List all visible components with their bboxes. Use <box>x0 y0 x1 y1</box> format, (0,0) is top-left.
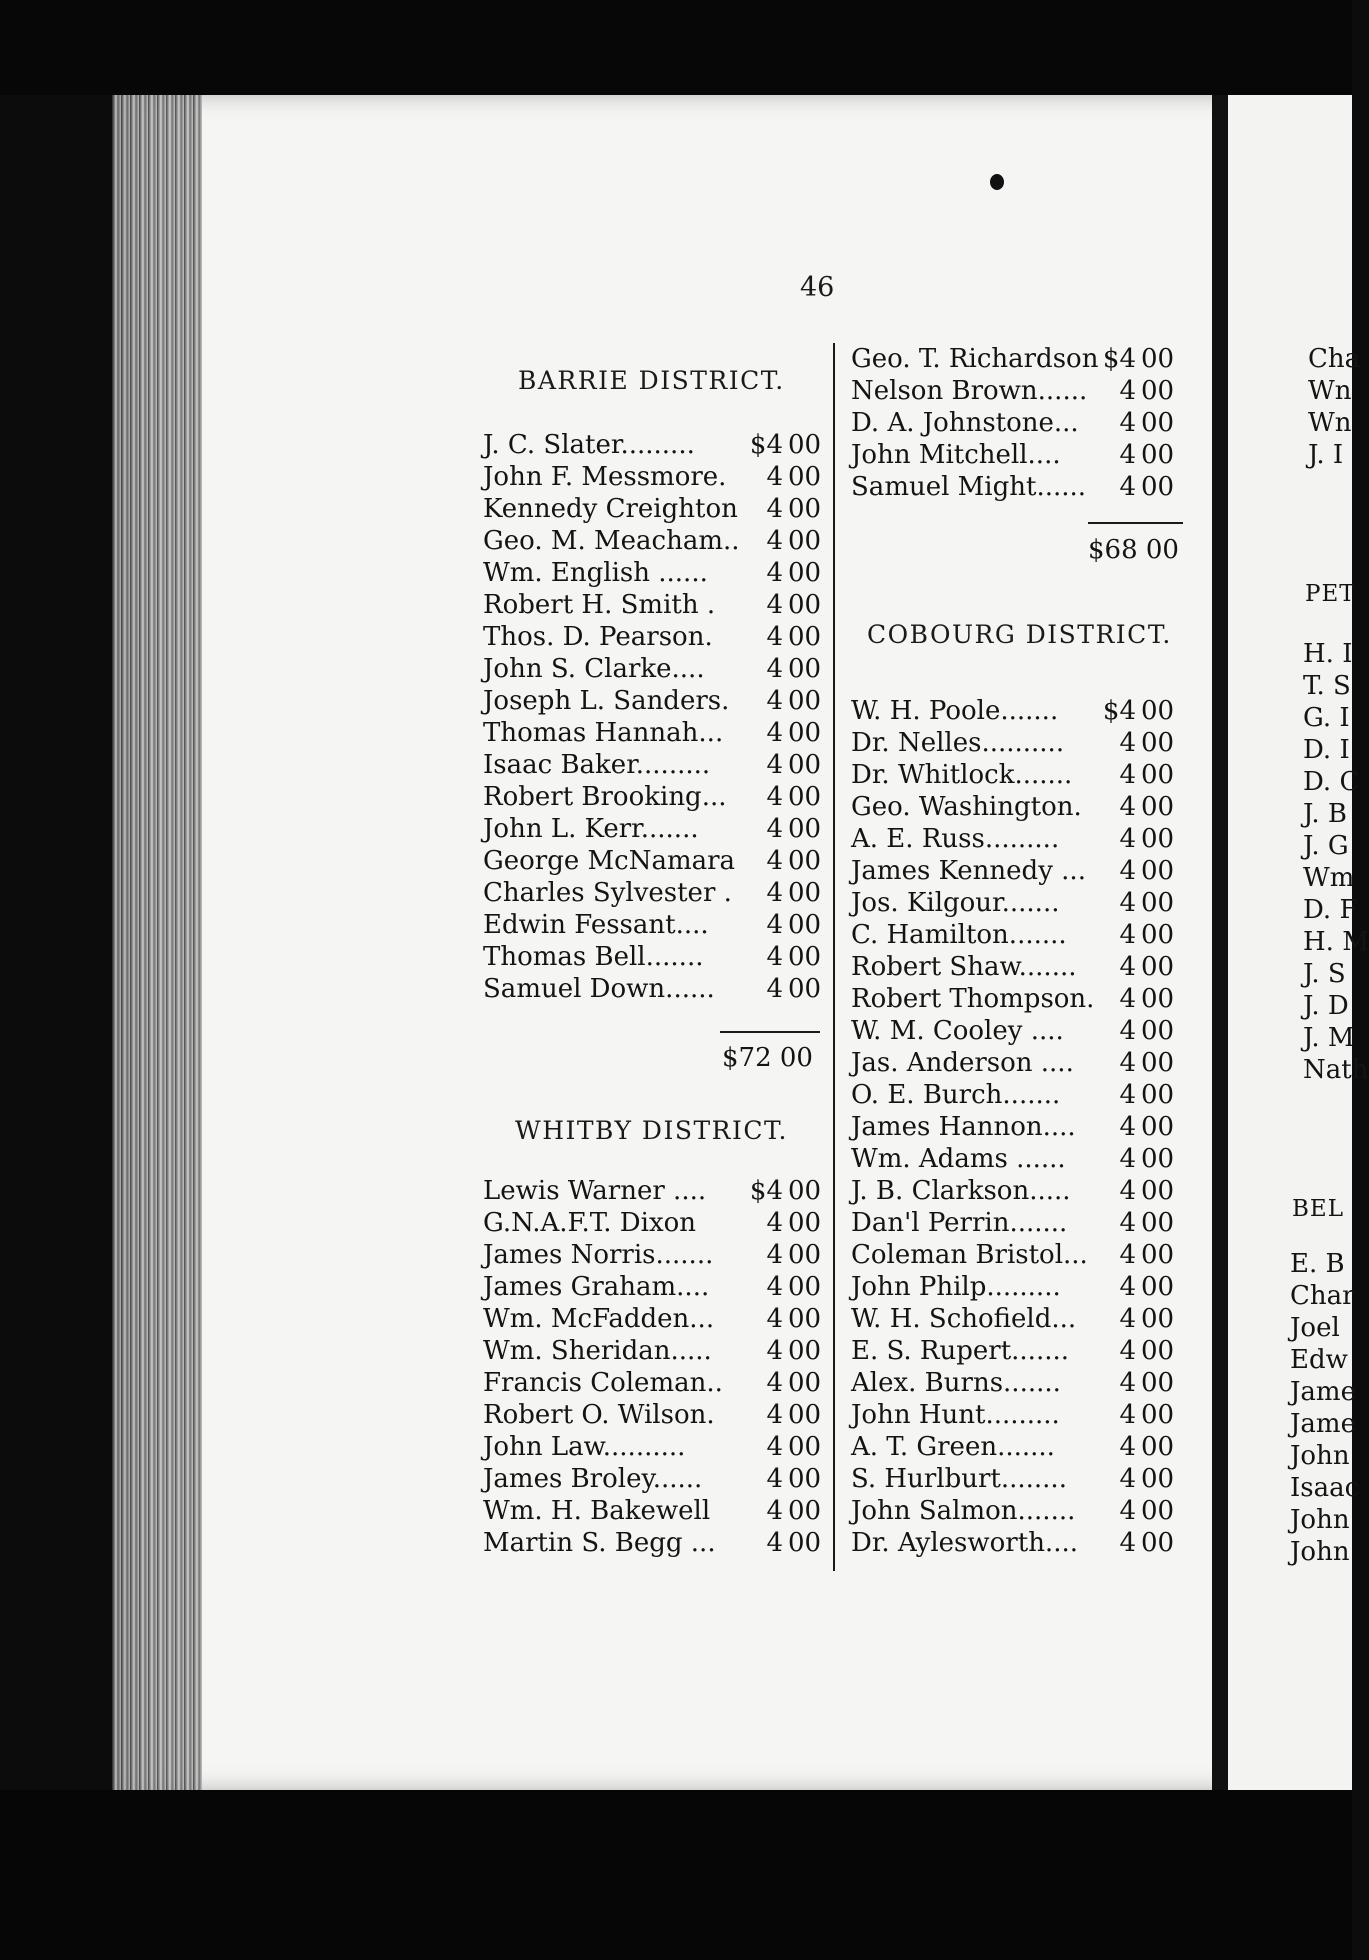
contributor-name: John F. Messmore. <box>483 462 727 492</box>
amount-dollars: 4 <box>1119 1208 1136 1238</box>
contributor-name: John Salmon....... <box>851 1496 1076 1526</box>
cut-off-text: Jame <box>1290 1409 1356 1439</box>
list-item <box>851 983 1191 1015</box>
amount-dollars: 4 <box>1119 952 1136 982</box>
amount-dollars: 4 <box>766 590 783 620</box>
amount-cents: 00 <box>1141 1272 1175 1302</box>
barrie-continued-total-rule <box>1088 522 1183 524</box>
list-item <box>483 1399 828 1431</box>
page-number: 46 <box>800 272 835 303</box>
contributor-name: Wm. Sheridan..... <box>483 1336 712 1366</box>
cut-off-text: D. F <box>1303 895 1358 925</box>
cut-off-text: Isaac <box>1290 1473 1360 1503</box>
barrie-district-list <box>483 429 828 1005</box>
amount-dollars: 4 <box>1119 792 1136 822</box>
next-page-heading-1: PET <box>1305 581 1356 607</box>
list-item <box>851 727 1191 759</box>
list-item <box>483 1367 828 1399</box>
list-item <box>851 1175 1191 1207</box>
amount-dollars: 4 <box>766 1496 783 1526</box>
cut-off-text: D. C <box>1303 767 1360 797</box>
contributor-name: Charles Sylvester . <box>483 878 732 908</box>
list-item <box>483 1495 828 1527</box>
amount-cents: 00 <box>788 1304 822 1334</box>
list-item <box>851 1239 1191 1271</box>
contributor-name: Nelson Brown...... <box>851 376 1088 406</box>
list-item <box>851 1207 1191 1239</box>
list-item <box>483 973 828 1005</box>
contributor-name: O. E. Burch....... <box>851 1080 1061 1110</box>
amount-cents: 00 <box>788 526 822 556</box>
amount-cents: 00 <box>788 1240 822 1270</box>
cut-off-text: Wm <box>1303 863 1355 893</box>
amount-dollars: 4 <box>766 558 783 588</box>
contributor-name: E. S. Rupert....... <box>851 1336 1070 1366</box>
column-divider <box>833 343 835 1571</box>
list-item <box>483 717 828 749</box>
amount-cents: 00 <box>1141 952 1175 982</box>
amount-cents: 00 <box>1141 344 1175 374</box>
cut-off-text: Cha <box>1308 344 1361 374</box>
amount-dollars: 4 <box>766 1368 783 1398</box>
amount-cents: 00 <box>1141 728 1175 758</box>
list-item <box>483 749 828 781</box>
cut-off-text: T. S <box>1303 671 1351 701</box>
list-item <box>483 781 828 813</box>
list-item <box>851 1335 1191 1367</box>
cut-off-text: J. I <box>1308 440 1344 470</box>
amount-cents: 00 <box>1141 1464 1175 1494</box>
contributor-name: Alex. Burns....... <box>851 1368 1061 1398</box>
list-item <box>851 1015 1191 1047</box>
amount-dollars: 4 <box>766 1432 783 1462</box>
list-item <box>851 1079 1191 1111</box>
list-item <box>851 855 1191 887</box>
list-item <box>851 375 1191 407</box>
amount-cents: 00 <box>788 782 822 812</box>
contributor-name: W. H. Schofield... <box>851 1304 1077 1334</box>
amount-cents: 00 <box>788 718 822 748</box>
list-item <box>851 1111 1191 1143</box>
amount-cents: 00 <box>788 878 822 908</box>
list-item <box>483 845 828 877</box>
amount-dollars: 4 <box>766 1304 783 1334</box>
amount-dollars: 4 <box>1119 1240 1136 1270</box>
list-item <box>483 461 828 493</box>
list-item <box>483 589 828 621</box>
amount-cents: 00 <box>788 494 822 524</box>
amount-dollars: 4 <box>766 814 783 844</box>
list-item <box>483 1527 828 1559</box>
contributor-name: John Law.......... <box>483 1432 686 1462</box>
amount-dollars: 4 <box>1119 1400 1136 1430</box>
list-item <box>851 823 1191 855</box>
cut-off-text: John <box>1290 1537 1350 1567</box>
amount-dollars: 4 <box>766 974 783 1004</box>
amount-cents: 00 <box>1141 1080 1175 1110</box>
amount-dollars: 4 <box>1119 1336 1136 1366</box>
cut-off-text: H. M <box>1303 927 1369 957</box>
contributor-name: A. T. Green....... <box>851 1432 1055 1462</box>
amount-cents: 00 <box>788 1208 822 1238</box>
contributor-name: G.N.A.F.T. Dixon <box>483 1208 697 1238</box>
amount-cents: 00 <box>788 910 822 940</box>
contributor-name: Robert O. Wilson. <box>483 1400 715 1430</box>
contributor-name: Dr. Aylesworth.... <box>851 1528 1078 1558</box>
contributor-name: Geo. Washington. <box>851 792 1082 822</box>
amount-dollars: 4 <box>766 686 783 716</box>
amount-dollars: $4 <box>749 430 783 460</box>
cut-off-text: Nath <box>1303 1055 1369 1085</box>
contributor-name: D. A. Johnstone... <box>851 408 1079 438</box>
amount-dollars: 4 <box>766 1208 783 1238</box>
amount-cents: 00 <box>788 846 822 876</box>
amount-cents: 00 <box>788 1496 822 1526</box>
amount-dollars: 4 <box>766 622 783 652</box>
amount-dollars: 4 <box>1119 920 1136 950</box>
amount-cents: 00 <box>1141 440 1175 470</box>
amount-dollars: 4 <box>766 1400 783 1430</box>
list-item <box>483 429 828 461</box>
amount-cents: 00 <box>788 462 822 492</box>
amount-cents: 00 <box>788 1272 822 1302</box>
barrie-total-rule <box>720 1031 820 1033</box>
amount-cents: 00 <box>1141 696 1175 726</box>
list-item <box>483 1175 828 1207</box>
amount-cents: 00 <box>1141 920 1175 950</box>
amount-dollars: 4 <box>766 494 783 524</box>
amount-cents: 00 <box>788 750 822 780</box>
amount-dollars: 4 <box>1119 1368 1136 1398</box>
contributor-name: Edwin Fessant.... <box>483 910 709 940</box>
amount-dollars: 4 <box>766 718 783 748</box>
cobourg-district-title: COBOURG DISTRICT. <box>867 620 1172 649</box>
contributor-name: Geo. T. Richardson <box>851 344 1099 374</box>
contributor-name: Joseph L. Sanders. <box>483 686 730 716</box>
amount-dollars: 4 <box>1119 856 1136 886</box>
amount-dollars: 4 <box>1119 1176 1136 1206</box>
list-item <box>851 471 1191 503</box>
contributor-name: Kennedy Creighton <box>483 494 738 524</box>
cut-off-text: Edw <box>1290 1345 1348 1375</box>
amount-dollars: 4 <box>1119 1048 1136 1078</box>
list-item <box>483 1207 828 1239</box>
amount-dollars: 4 <box>1119 1080 1136 1110</box>
amount-dollars: 4 <box>1119 1528 1136 1558</box>
amount-dollars: 4 <box>1119 440 1136 470</box>
amount-cents: 00 <box>1141 472 1175 502</box>
next-page-heading-2: BEL <box>1292 1196 1344 1222</box>
list-item <box>483 525 828 557</box>
contributor-name: Samuel Might...... <box>851 472 1087 502</box>
contributor-name: Dr. Whitlock....... <box>851 760 1073 790</box>
list-item <box>483 1239 828 1271</box>
amount-cents: 00 <box>1141 1208 1175 1238</box>
contributor-name: Dan'l Perrin....... <box>851 1208 1068 1238</box>
cut-off-text: Jame <box>1290 1377 1356 1407</box>
amount-dollars: 4 <box>766 526 783 556</box>
contributor-name: Coleman Bristol... <box>851 1240 1088 1270</box>
amount-cents: 00 <box>1141 792 1175 822</box>
contributor-name: Robert Thompson. <box>851 984 1095 1014</box>
contributor-name: Dr. Nelles.......... <box>851 728 1065 758</box>
amount-dollars: 4 <box>766 782 783 812</box>
amount-dollars: 4 <box>766 462 783 492</box>
amount-dollars: 4 <box>1119 1016 1136 1046</box>
contributor-name: James Broley...... <box>483 1464 703 1494</box>
amount-cents: 00 <box>1141 1016 1175 1046</box>
amount-dollars: 4 <box>1119 760 1136 790</box>
contributor-name: John Philp......... <box>851 1272 1061 1302</box>
contributor-name: John S. Clarke.... <box>483 654 705 684</box>
list-item <box>851 1047 1191 1079</box>
amount-dollars: 4 <box>1119 1464 1136 1494</box>
contributor-name: Robert Brooking... <box>483 782 727 812</box>
list-item <box>851 1271 1191 1303</box>
amount-dollars: 4 <box>766 942 783 972</box>
amount-cents: 00 <box>788 1528 822 1558</box>
amount-dollars: 4 <box>766 878 783 908</box>
amount-dollars: 4 <box>766 1528 783 1558</box>
cut-off-text: J. M <box>1303 1023 1355 1053</box>
contributor-name: J. C. Slater......... <box>483 430 695 460</box>
list-item <box>851 1367 1191 1399</box>
list-item <box>483 1271 828 1303</box>
whitby-district-title: WHITBY DISTRICT. <box>515 1116 788 1145</box>
list-item <box>851 1527 1191 1559</box>
list-item <box>483 877 828 909</box>
list-item <box>483 909 828 941</box>
contributor-name: Jos. Kilgour....... <box>851 888 1060 918</box>
amount-dollars: 4 <box>766 654 783 684</box>
amount-cents: 00 <box>1141 1336 1175 1366</box>
list-item <box>851 343 1191 375</box>
contributor-name: Wm. McFadden... <box>483 1304 715 1334</box>
amount-dollars: 4 <box>1119 472 1136 502</box>
contributor-name: Jas. Anderson .... <box>851 1048 1074 1078</box>
contributor-name: S. Hurlburt........ <box>851 1464 1067 1494</box>
list-item <box>851 791 1191 823</box>
list-item <box>851 1303 1191 1335</box>
contributor-name: J. B. Clarkson..... <box>851 1176 1071 1206</box>
list-item <box>851 439 1191 471</box>
amount-cents: 00 <box>788 974 822 1004</box>
contributor-name: Thos. D. Pearson. <box>483 622 713 652</box>
amount-cents: 00 <box>788 1432 822 1462</box>
cobourg-district-list <box>851 695 1191 1559</box>
amount-dollars: 4 <box>1119 408 1136 438</box>
book-gutter <box>1212 95 1228 1790</box>
scan-border-top <box>0 0 1352 95</box>
amount-cents: 00 <box>1141 760 1175 790</box>
contributor-name: John Hunt......... <box>851 1400 1060 1430</box>
amount-dollars: 4 <box>1119 1272 1136 1302</box>
amount-cents: 00 <box>788 622 822 652</box>
amount-cents: 00 <box>788 654 822 684</box>
amount-dollars: 4 <box>1119 1496 1136 1526</box>
list-item <box>483 1303 828 1335</box>
list-item <box>851 1431 1191 1463</box>
amount-dollars: 4 <box>1119 728 1136 758</box>
cut-off-text: Wn <box>1308 408 1352 438</box>
cut-off-text: J. G <box>1303 831 1349 861</box>
amount-dollars: 4 <box>766 1464 783 1494</box>
amount-dollars: 4 <box>766 846 783 876</box>
list-item <box>851 1143 1191 1175</box>
contributor-name: John Mitchell.... <box>851 440 1061 470</box>
amount-cents: 00 <box>1141 1368 1175 1398</box>
list-item <box>851 919 1191 951</box>
amount-cents: 00 <box>788 1464 822 1494</box>
list-item <box>483 1431 828 1463</box>
contributor-name: Isaac Baker......... <box>483 750 711 780</box>
ink-spot <box>990 174 1004 190</box>
list-item <box>851 407 1191 439</box>
contributor-name: Martin S. Begg ... <box>483 1528 716 1558</box>
contributor-name: Robert H. Smith . <box>483 590 716 620</box>
cut-off-text: Char <box>1290 1281 1355 1311</box>
amount-cents: 00 <box>1141 1144 1175 1174</box>
next-page-top-lines <box>1308 343 1360 471</box>
barrie-total: $72 00 <box>722 1043 813 1073</box>
amount-cents: 00 <box>788 1176 822 1206</box>
list-item <box>483 653 828 685</box>
amount-dollars: $4 <box>1102 344 1136 374</box>
whitby-district-list <box>483 1175 828 1559</box>
amount-dollars: 4 <box>1119 376 1136 406</box>
amount-cents: 00 <box>788 942 822 972</box>
list-item <box>851 951 1191 983</box>
amount-dollars: 4 <box>1119 1432 1136 1462</box>
contributor-name: Francis Coleman.. <box>483 1368 723 1398</box>
list-item <box>483 685 828 717</box>
cut-off-text: John <box>1290 1505 1350 1535</box>
barrie-district-continued-list <box>851 343 1191 503</box>
contributor-name: C. Hamilton....... <box>851 920 1067 950</box>
list-item <box>851 695 1191 727</box>
contributor-name: A. E. Russ......... <box>851 824 1060 854</box>
amount-dollars: 4 <box>1119 888 1136 918</box>
contributor-name: Lewis Warner .... <box>483 1176 707 1206</box>
amount-dollars: 4 <box>1119 1144 1136 1174</box>
cut-off-text: J. B <box>1303 799 1348 829</box>
list-item <box>483 621 828 653</box>
amount-dollars: 4 <box>1119 824 1136 854</box>
amount-cents: 00 <box>788 814 822 844</box>
cut-off-text: J. D <box>1303 991 1349 1021</box>
amount-cents: 00 <box>788 430 822 460</box>
amount-cents: 00 <box>1141 376 1175 406</box>
cut-off-text: Joel <box>1290 1313 1340 1343</box>
contributor-name: James Hannon.... <box>851 1112 1076 1142</box>
amount-cents: 00 <box>788 1336 822 1366</box>
list-item <box>483 813 828 845</box>
contributor-name: Wm. Adams ...... <box>851 1144 1066 1174</box>
amount-cents: 00 <box>1141 1176 1175 1206</box>
contributor-name: George McNamara <box>483 846 736 876</box>
contributor-name: James Kennedy ... <box>851 856 1086 886</box>
amount-dollars: 4 <box>1119 1304 1136 1334</box>
contributor-name: Wm. H. Bakewell <box>483 1496 711 1526</box>
cut-off-text: John <box>1290 1441 1350 1471</box>
amount-cents: 00 <box>1141 1496 1175 1526</box>
contributor-name: Thomas Bell....... <box>483 942 704 972</box>
cut-off-text: Wn <box>1308 376 1352 406</box>
amount-cents: 00 <box>1141 1528 1175 1558</box>
contributor-name: W. H. Poole....... <box>851 696 1059 726</box>
barrie-continued-total: $68 00 <box>1088 535 1179 565</box>
amount-cents: 00 <box>1141 984 1175 1014</box>
barrie-district-title: BARRIE DISTRICT. <box>518 366 785 395</box>
amount-cents: 00 <box>1141 824 1175 854</box>
amount-cents: 00 <box>1141 888 1175 918</box>
amount-dollars: $4 <box>1102 696 1136 726</box>
scan-border-bottom <box>0 1790 1352 1960</box>
list-item <box>851 759 1191 791</box>
amount-cents: 00 <box>788 686 822 716</box>
amount-cents: 00 <box>1141 408 1175 438</box>
amount-cents: 00 <box>788 1368 822 1398</box>
amount-dollars: 4 <box>1119 984 1136 1014</box>
page-edges <box>112 95 202 1790</box>
amount-cents: 00 <box>1141 1400 1175 1430</box>
contributor-name: Robert Shaw....... <box>851 952 1077 982</box>
cut-off-text: H. I <box>1303 639 1353 669</box>
amount-dollars: 4 <box>766 910 783 940</box>
amount-cents: 00 <box>1141 1432 1175 1462</box>
amount-cents: 00 <box>1141 1304 1175 1334</box>
amount-dollars: 4 <box>766 1336 783 1366</box>
contributor-name: John L. Kerr....... <box>483 814 699 844</box>
amount-cents: 00 <box>788 1400 822 1430</box>
next-page-bottom-lines <box>1290 1248 1359 1568</box>
contributor-name: Wm. English ...... <box>483 558 708 588</box>
contributor-name: Geo. M. Meacham.. <box>483 526 740 556</box>
cut-off-text: D. I <box>1303 735 1350 765</box>
amount-cents: 00 <box>1141 1112 1175 1142</box>
amount-dollars: $4 <box>749 1176 783 1206</box>
contributor-name: Thomas Hannah... <box>483 718 724 748</box>
amount-cents: 00 <box>788 558 822 588</box>
list-item <box>851 1463 1191 1495</box>
list-item <box>483 493 828 525</box>
list-item <box>851 1495 1191 1527</box>
contributor-name: Samuel Down...... <box>483 974 715 1004</box>
amount-dollars: 4 <box>766 1272 783 1302</box>
amount-cents: 00 <box>1141 1048 1175 1078</box>
cut-off-text: E. B <box>1290 1249 1345 1279</box>
contributor-name: James Norris....... <box>483 1240 714 1270</box>
amount-cents: 00 <box>1141 1240 1175 1270</box>
list-item <box>483 1335 828 1367</box>
amount-cents: 00 <box>1141 856 1175 886</box>
cut-off-text: G. I <box>1303 703 1350 733</box>
contributor-name: James Graham.... <box>483 1272 710 1302</box>
list-item <box>851 887 1191 919</box>
amount-cents: 00 <box>788 590 822 620</box>
list-item <box>483 557 828 589</box>
list-item <box>851 1399 1191 1431</box>
cut-off-text: J. S <box>1303 959 1346 989</box>
amount-dollars: 4 <box>1119 1112 1136 1142</box>
amount-dollars: 4 <box>766 1240 783 1270</box>
amount-dollars: 4 <box>766 750 783 780</box>
list-item <box>483 941 828 973</box>
contributor-name: W. M. Cooley .... <box>851 1016 1064 1046</box>
list-item <box>483 1463 828 1495</box>
next-page-middle-lines <box>1303 638 1369 1086</box>
